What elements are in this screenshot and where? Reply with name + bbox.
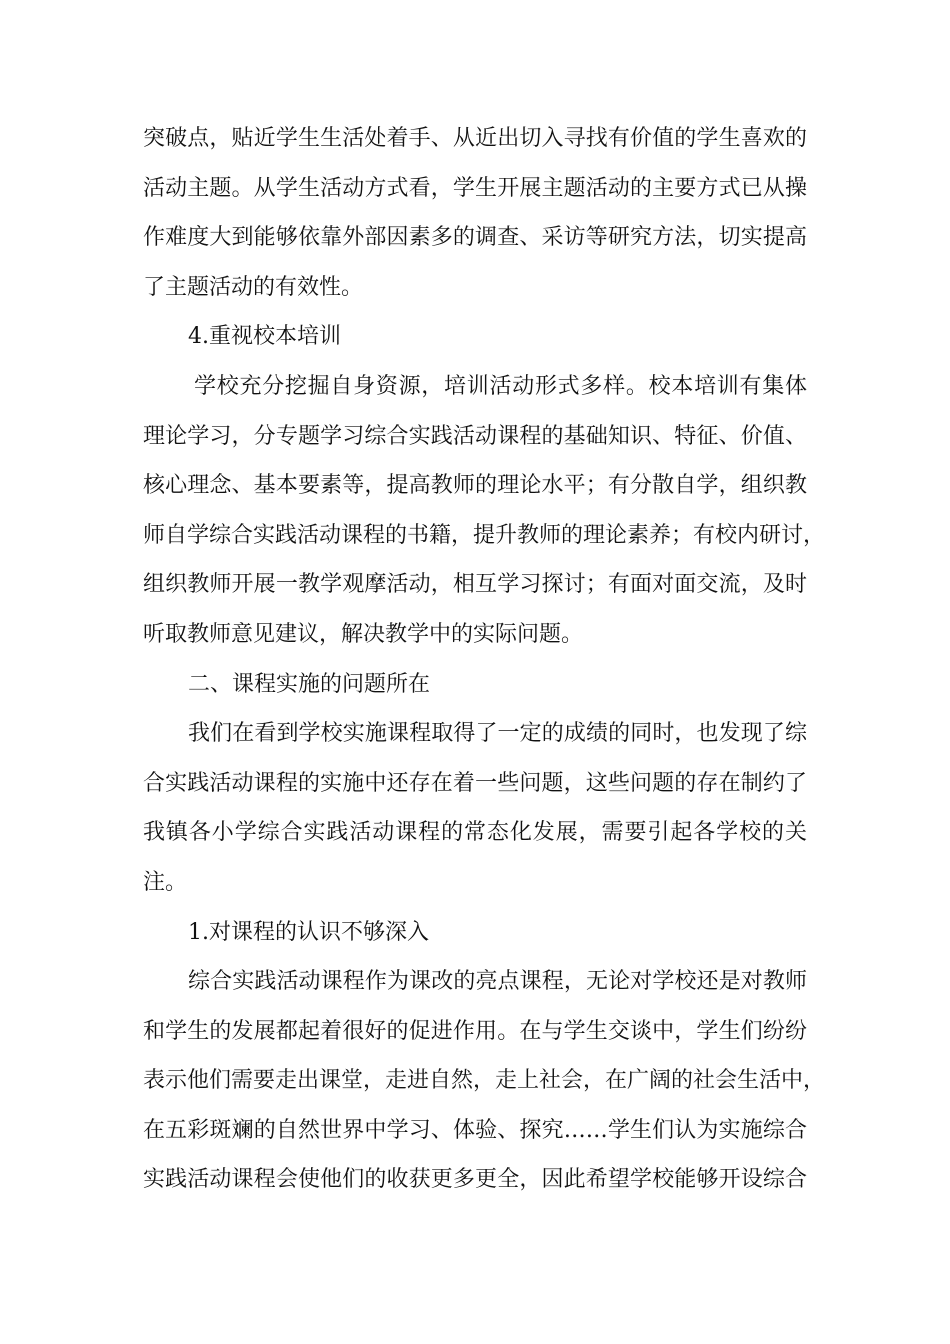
paragraph-line: 作难度大到能够依靠外部因素多的调查、采访等研究方法，切实提高 — [143, 225, 807, 251]
paragraph-line: 听取教师意见建议，解决教学中的实际问题。 — [143, 621, 584, 647]
document-body — [143, 114, 826, 1205]
paragraph-line: 实践活动课程会使他们的收获更多更全，因此希望学校能够开设综合 — [143, 1167, 807, 1193]
paragraph-line: 核心理念、基本要素等，提高教师的理论水平；有分散自学，组织教 — [143, 473, 807, 499]
section-heading: 4.重视校本培训 — [188, 324, 341, 350]
paragraph-line: 我们在看到学校实施课程取得了一定的成绩的同时，也发现了综 — [188, 721, 807, 747]
paragraph-line: 师自学综合实践活动课程的书籍，提升教师的理论素养；有校内研讨， — [143, 522, 826, 548]
section-heading: 1.对课程的认识不够深入 — [188, 919, 429, 945]
section-heading: 二、课程实施的问题所在 — [188, 671, 431, 697]
paragraph-line: 学校充分挖掘自身资源，培训活动形式多样。校本培训有集体 — [194, 373, 807, 399]
paragraph-line: 注。 — [143, 869, 188, 895]
paragraph-line: 组织教师开展一教学观摩活动，相互学习探讨；有面对面交流，及时 — [143, 572, 807, 598]
paragraph-line: 合实践活动课程的实施中还存在着一些问题，这些问题的存在制约了 — [143, 770, 807, 796]
paragraph-line: 理论学习，分专题学习综合实践活动课程的基础知识、特征、价值、 — [143, 423, 807, 449]
paragraph-line: 了主题活动的有效性。 — [143, 274, 364, 300]
paragraph-line: 活动主题。从学生活动方式看，学生开展主题活动的主要方式已从操 — [143, 175, 807, 201]
paragraph-line: 和学生的发展都起着很好的促进作用。在与学生交谈中，学生们纷纷 — [143, 1018, 807, 1044]
paragraph-line: 在五彩斑斓的自然世界中学习、体验、探究……学生们认为实施综合 — [143, 1117, 807, 1143]
paragraph-line: 表示他们需要走出课堂，走进自然，走上社会，在广阔的社会生活中， — [143, 1068, 826, 1094]
paragraph-line: 综合实践活动课程作为课改的亮点课程，无论对学校还是对教师 — [188, 969, 807, 995]
paragraph-line: 突破点，贴近学生生活处着手、从近出切入寻找有价值的学生喜欢的 — [143, 126, 807, 151]
paragraph-line: 我镇各小学综合实践活动课程的常态化发展，需要引起各学校的关 — [143, 820, 807, 846]
